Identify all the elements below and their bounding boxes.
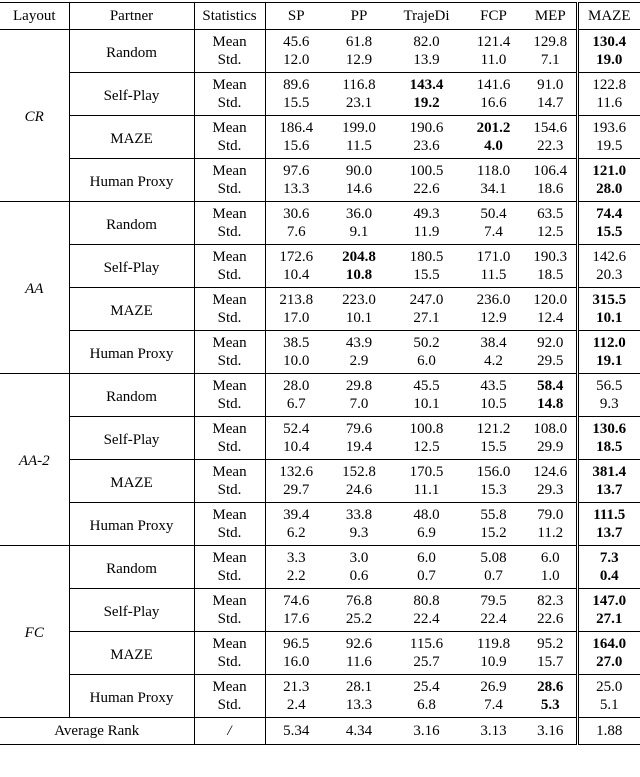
statistic-label: Std. bbox=[194, 610, 265, 632]
value-cell-fcp: 10.5 bbox=[480, 396, 507, 412]
value-cell-maze: 18.5 bbox=[577, 438, 640, 460]
value-cell-pp: 36.0 bbox=[327, 202, 391, 224]
average-rank-fcp: 3.13 bbox=[462, 718, 525, 745]
value-cell-maze: 121.0 bbox=[577, 159, 640, 181]
value-cell-mep: 91.0 bbox=[525, 73, 577, 95]
value-cell-pp: 29.8 bbox=[327, 374, 391, 396]
value-cell-mep: 18.6 bbox=[537, 181, 564, 197]
value-cell-pp: 24.6 bbox=[345, 482, 373, 498]
value-cell-trajedi: 170.5 bbox=[391, 460, 462, 482]
value-cell-sp: 15.5 bbox=[265, 94, 327, 116]
statistic-label: Std. bbox=[194, 223, 265, 245]
statistic-label: Mean bbox=[194, 374, 265, 396]
statistic-label: Std. bbox=[194, 309, 265, 331]
value-cell-fcp: 121.4 bbox=[462, 30, 525, 52]
value-cell-trajedi: 19.2 bbox=[413, 95, 440, 111]
value-cell-mep: 18.5 bbox=[537, 267, 564, 283]
value-cell-maze: 19.1 bbox=[577, 352, 640, 374]
value-cell-mep: 124.6 bbox=[525, 460, 577, 482]
partner-cell: Human Proxy bbox=[69, 503, 194, 546]
value-cell-fcp: 11.0 bbox=[480, 52, 507, 68]
value-cell-pp: 90.0 bbox=[327, 159, 391, 181]
partner-cell: Self-Play bbox=[69, 417, 194, 460]
statistic-label: Mean bbox=[194, 159, 265, 181]
statistic-label: Mean bbox=[194, 73, 265, 95]
value-cell-trajedi: 0.7 bbox=[417, 568, 436, 584]
value-cell-maze: 164.0 bbox=[577, 632, 640, 654]
value-cell-maze: 19.0 bbox=[577, 51, 640, 73]
table-row bbox=[0, 30, 640, 52]
statistic-label: Mean bbox=[194, 288, 265, 310]
value-cell-maze: 74.4 bbox=[577, 202, 640, 224]
value-cell-trajedi: 13.9 bbox=[413, 52, 440, 68]
value-cell-fcp: 7.4 bbox=[484, 224, 503, 240]
value-cell-maze: 7.3 bbox=[577, 546, 640, 568]
value-cell-maze: 147.0 bbox=[577, 589, 640, 611]
value-cell-trajedi: 27.1 bbox=[413, 310, 440, 326]
statistic-label: Mean bbox=[194, 589, 265, 611]
value-cell-mep: 63.5 bbox=[525, 202, 577, 224]
value-cell-maze: 11.6 bbox=[577, 94, 640, 116]
average-rank-statistics: / bbox=[194, 718, 265, 745]
statistic-label: Mean bbox=[194, 632, 265, 654]
value-cell-fcp: 22.4 bbox=[480, 611, 507, 627]
value-cell-pp: 79.6 bbox=[327, 417, 391, 439]
value-cell-trajedi: 180.5 bbox=[391, 245, 462, 267]
value-cell-pp: 9.3 bbox=[349, 525, 369, 541]
value-cell-sp: 21.3 bbox=[265, 675, 327, 697]
table-row bbox=[0, 417, 640, 439]
value-cell-maze: 0.4 bbox=[577, 567, 640, 589]
value-cell-trajedi: 25.7 bbox=[413, 654, 440, 670]
value-cell-pp: 43.9 bbox=[327, 331, 391, 353]
value-cell-mep: 190.3 bbox=[525, 245, 577, 267]
statistic-label: Mean bbox=[194, 116, 265, 138]
value-cell-sp: 10.4 bbox=[265, 438, 327, 460]
value-cell-mep: 22.6 bbox=[537, 611, 564, 627]
value-cell-fcp: 12.9 bbox=[480, 310, 507, 326]
table-row bbox=[0, 245, 640, 267]
value-cell-maze: 13.7 bbox=[577, 524, 640, 546]
value-cell-sp: 172.6 bbox=[265, 245, 327, 267]
value-cell-fcp: 5.08 bbox=[462, 546, 525, 568]
value-cell-pp: 7.0 bbox=[349, 396, 369, 412]
value-cell-sp: 28.0 bbox=[265, 374, 327, 396]
value-cell-sp: 132.6 bbox=[265, 460, 327, 482]
layout-cell: AA bbox=[0, 202, 69, 374]
value-cell-fcp: 156.0 bbox=[462, 460, 525, 482]
value-cell-maze: 5.1 bbox=[577, 696, 640, 718]
value-cell-sp: 89.6 bbox=[265, 73, 327, 95]
value-cell-maze: 193.6 bbox=[577, 116, 640, 138]
partner-cell: Random bbox=[69, 546, 194, 589]
value-cell-fcp: 141.6 bbox=[462, 73, 525, 95]
statistic-label: Std. bbox=[194, 567, 265, 589]
value-cell-sp: 17.0 bbox=[265, 309, 327, 331]
value-cell-maze: 142.6 bbox=[577, 245, 640, 267]
value-cell-maze: 28.0 bbox=[577, 180, 640, 202]
header-partner: Partner bbox=[69, 3, 194, 30]
value-cell-pp: 13.3 bbox=[345, 697, 373, 713]
average-rank-sp: 5.34 bbox=[265, 718, 327, 745]
value-cell-mep: 14.8 bbox=[537, 396, 564, 412]
statistic-label: Std. bbox=[194, 94, 265, 116]
value-cell-maze: 25.0 bbox=[577, 675, 640, 697]
value-cell-sp: 213.8 bbox=[265, 288, 327, 310]
value-cell-trajedi: 247.0 bbox=[391, 288, 462, 310]
header-row bbox=[0, 3, 640, 30]
value-cell-mep: 5.3 bbox=[540, 697, 560, 713]
value-cell-trajedi: 82.0 bbox=[391, 30, 462, 52]
partner-cell: Self-Play bbox=[69, 73, 194, 116]
value-cell-fcp: 34.1 bbox=[480, 181, 507, 197]
value-cell-sp: 38.5 bbox=[265, 331, 327, 353]
header-pp: PP bbox=[327, 3, 391, 30]
table-row bbox=[0, 460, 640, 482]
value-cell-trajedi: 10.1 bbox=[413, 396, 440, 412]
value-cell-fcp: 4.2 bbox=[484, 353, 503, 369]
value-cell-trajedi: 100.8 bbox=[391, 417, 462, 439]
value-cell-sp: 186.4 bbox=[265, 116, 327, 138]
value-cell-mep: 129.8 bbox=[525, 30, 577, 52]
partner-cell: Human Proxy bbox=[69, 159, 194, 202]
value-cell-sp: 15.6 bbox=[265, 137, 327, 159]
value-cell-pp: 23.1 bbox=[345, 95, 373, 111]
value-cell-mep: 82.3 bbox=[525, 589, 577, 611]
value-cell-maze: 56.5 bbox=[577, 374, 640, 396]
value-cell-mep: 28.6 bbox=[525, 675, 577, 697]
value-cell-maze: 10.1 bbox=[577, 309, 640, 331]
value-cell-trajedi: 11.1 bbox=[413, 482, 440, 498]
statistic-label: Mean bbox=[194, 460, 265, 482]
average-rank-label: Average Rank bbox=[0, 718, 194, 745]
header-trajedi: TrajeDi bbox=[391, 3, 462, 30]
value-cell-pp: 12.9 bbox=[345, 52, 373, 68]
statistic-label: Std. bbox=[194, 696, 265, 718]
value-cell-mep: 1.0 bbox=[540, 568, 560, 584]
value-cell-fcp: 38.4 bbox=[462, 331, 525, 353]
table-body bbox=[0, 30, 640, 745]
statistic-label: Mean bbox=[194, 331, 265, 353]
layout-cell: FC bbox=[0, 546, 69, 718]
value-cell-mep: 95.2 bbox=[525, 632, 577, 654]
value-cell-pp: 223.0 bbox=[327, 288, 391, 310]
statistic-label: Std. bbox=[194, 438, 265, 460]
average-rank-trajedi: 3.16 bbox=[391, 718, 462, 745]
value-cell-trajedi: 22.6 bbox=[413, 181, 440, 197]
value-cell-trajedi: 22.4 bbox=[413, 611, 440, 627]
value-cell-sp: 13.3 bbox=[265, 180, 327, 202]
value-cell-fcp: 15.2 bbox=[480, 525, 507, 541]
value-cell-maze: 315.5 bbox=[577, 288, 640, 310]
statistic-label: Std. bbox=[194, 653, 265, 675]
value-cell-sp: 6.2 bbox=[265, 524, 327, 546]
value-cell-maze: 15.5 bbox=[577, 223, 640, 245]
partner-cell: Random bbox=[69, 202, 194, 245]
statistic-label: Mean bbox=[194, 503, 265, 525]
average-rank-pp: 4.34 bbox=[327, 718, 391, 745]
value-cell-maze: 27.1 bbox=[577, 610, 640, 632]
table-row bbox=[0, 116, 640, 138]
value-cell-fcp: 10.9 bbox=[480, 654, 507, 670]
partner-cell: Random bbox=[69, 374, 194, 417]
value-cell-fcp: 79.5 bbox=[462, 589, 525, 611]
statistic-label: Mean bbox=[194, 546, 265, 568]
value-cell-pp: 28.1 bbox=[327, 675, 391, 697]
partner-cell: Random bbox=[69, 30, 194, 73]
statistic-label: Mean bbox=[194, 675, 265, 697]
value-cell-pp: 19.4 bbox=[345, 439, 373, 455]
partner-cell: Self-Play bbox=[69, 245, 194, 288]
value-cell-fcp: 7.4 bbox=[484, 697, 503, 713]
value-cell-mep: 29.9 bbox=[537, 439, 564, 455]
layout-cell: AA-2 bbox=[0, 374, 69, 546]
value-cell-trajedi: 115.6 bbox=[391, 632, 462, 654]
statistic-label: Mean bbox=[194, 245, 265, 267]
value-cell-sp: 6.7 bbox=[265, 395, 327, 417]
value-cell-trajedi: 6.0 bbox=[417, 353, 436, 369]
value-cell-trajedi: 45.5 bbox=[391, 374, 462, 396]
header-maze: MAZE bbox=[577, 3, 640, 30]
partner-cell: Human Proxy bbox=[69, 675, 194, 718]
header-sp: SP bbox=[265, 3, 327, 30]
value-cell-maze: 19.5 bbox=[577, 137, 640, 159]
statistic-label: Std. bbox=[194, 266, 265, 288]
value-cell-fcp: 236.0 bbox=[462, 288, 525, 310]
table-row bbox=[0, 675, 640, 697]
value-cell-pp: 0.6 bbox=[349, 568, 369, 584]
value-cell-fcp: 121.2 bbox=[462, 417, 525, 439]
value-cell-mep: 92.0 bbox=[525, 331, 577, 353]
value-cell-pp: 9.1 bbox=[349, 224, 369, 240]
partner-cell: MAZE bbox=[69, 288, 194, 331]
partner-cell: Human Proxy bbox=[69, 331, 194, 374]
value-cell-maze: 13.7 bbox=[577, 481, 640, 503]
value-cell-mep: 14.7 bbox=[537, 95, 564, 111]
value-cell-sp: 10.0 bbox=[265, 352, 327, 374]
statistic-label: Std. bbox=[194, 137, 265, 159]
value-cell-mep: 154.6 bbox=[525, 116, 577, 138]
value-cell-pp: 76.8 bbox=[327, 589, 391, 611]
value-cell-trajedi: 11.9 bbox=[413, 224, 440, 240]
value-cell-trajedi: 100.5 bbox=[391, 159, 462, 181]
value-cell-mep: 58.4 bbox=[525, 374, 577, 396]
value-cell-pp: 204.8 bbox=[327, 245, 391, 267]
value-cell-fcp: 16.6 bbox=[480, 95, 507, 111]
statistic-label: Std. bbox=[194, 481, 265, 503]
value-cell-mep: 120.0 bbox=[525, 288, 577, 310]
value-cell-pp: 92.6 bbox=[327, 632, 391, 654]
value-cell-sp: 29.7 bbox=[265, 481, 327, 503]
table-row bbox=[0, 331, 640, 353]
value-cell-fcp: 15.3 bbox=[480, 482, 507, 498]
statistic-label: Mean bbox=[194, 202, 265, 224]
value-cell-sp: 39.4 bbox=[265, 503, 327, 525]
value-cell-trajedi: 15.5 bbox=[413, 267, 440, 283]
value-cell-mep: 106.4 bbox=[525, 159, 577, 181]
statistic-label: Std. bbox=[194, 395, 265, 417]
table-row bbox=[0, 73, 640, 95]
partner-cell: MAZE bbox=[69, 632, 194, 675]
value-cell-mep: 29.3 bbox=[537, 482, 564, 498]
value-cell-trajedi: 49.3 bbox=[391, 202, 462, 224]
value-cell-fcp: 50.4 bbox=[462, 202, 525, 224]
value-cell-trajedi: 6.0 bbox=[391, 546, 462, 568]
value-cell-sp: 16.0 bbox=[265, 653, 327, 675]
partner-cell: MAZE bbox=[69, 116, 194, 159]
value-cell-sp: 12.0 bbox=[265, 51, 327, 73]
value-cell-fcp: 0.7 bbox=[484, 568, 503, 584]
value-cell-sp: 30.6 bbox=[265, 202, 327, 224]
table-row bbox=[0, 374, 640, 396]
value-cell-sp: 45.6 bbox=[265, 30, 327, 52]
value-cell-trajedi: 23.6 bbox=[413, 138, 440, 154]
value-cell-fcp: 118.0 bbox=[462, 159, 525, 181]
value-cell-sp: 2.2 bbox=[265, 567, 327, 589]
value-cell-trajedi: 143.4 bbox=[391, 73, 462, 95]
value-cell-maze: 130.6 bbox=[577, 417, 640, 439]
value-cell-pp: 116.8 bbox=[327, 73, 391, 95]
value-cell-trajedi: 190.6 bbox=[391, 116, 462, 138]
value-cell-pp: 152.8 bbox=[327, 460, 391, 482]
average-rank-maze: 1.88 bbox=[577, 718, 640, 745]
table-row bbox=[0, 546, 640, 568]
value-cell-pp: 199.0 bbox=[327, 116, 391, 138]
value-cell-mep: 6.0 bbox=[525, 546, 577, 568]
partner-cell: Self-Play bbox=[69, 589, 194, 632]
value-cell-pp: 10.1 bbox=[345, 310, 373, 326]
value-cell-maze: 20.3 bbox=[577, 266, 640, 288]
statistic-label: Mean bbox=[194, 30, 265, 52]
header-fcp: FCP bbox=[462, 3, 525, 30]
value-cell-sp: 7.6 bbox=[265, 223, 327, 245]
statistic-label: Mean bbox=[194, 417, 265, 439]
value-cell-fcp: 201.2 bbox=[462, 116, 525, 138]
value-cell-trajedi: 80.8 bbox=[391, 589, 462, 611]
table-row bbox=[0, 202, 640, 224]
value-cell-mep: 11.2 bbox=[537, 525, 564, 541]
value-cell-fcp: 26.9 bbox=[462, 675, 525, 697]
value-cell-fcp: 4.0 bbox=[484, 138, 503, 154]
value-cell-sp: 97.6 bbox=[265, 159, 327, 181]
value-cell-fcp: 11.5 bbox=[480, 267, 507, 283]
statistic-label: Std. bbox=[194, 51, 265, 73]
value-cell-pp: 10.8 bbox=[345, 267, 373, 283]
value-cell-mep: 12.5 bbox=[537, 224, 564, 240]
value-cell-pp: 3.0 bbox=[327, 546, 391, 568]
value-cell-pp: 11.5 bbox=[346, 138, 372, 154]
value-cell-pp: 2.9 bbox=[349, 353, 369, 369]
statistic-label: Std. bbox=[194, 180, 265, 202]
value-cell-trajedi: 25.4 bbox=[391, 675, 462, 697]
value-cell-pp: 61.8 bbox=[327, 30, 391, 52]
value-cell-maze: 27.0 bbox=[577, 653, 640, 675]
value-cell-sp: 2.4 bbox=[265, 696, 327, 718]
value-cell-maze: 122.8 bbox=[577, 73, 640, 95]
value-cell-maze: 112.0 bbox=[577, 331, 640, 353]
value-cell-pp: 11.6 bbox=[346, 654, 372, 670]
value-cell-maze: 9.3 bbox=[577, 395, 640, 417]
value-cell-pp: 33.8 bbox=[327, 503, 391, 525]
value-cell-fcp: 119.8 bbox=[462, 632, 525, 654]
statistic-label: Std. bbox=[194, 352, 265, 374]
value-cell-sp: 96.5 bbox=[265, 632, 327, 654]
value-cell-mep: 12.4 bbox=[537, 310, 564, 326]
value-cell-maze: 130.4 bbox=[577, 30, 640, 52]
value-cell-sp: 17.6 bbox=[265, 610, 327, 632]
value-cell-trajedi: 50.2 bbox=[391, 331, 462, 353]
header-statistics: Statistics bbox=[194, 3, 265, 30]
value-cell-trajedi: 48.0 bbox=[391, 503, 462, 525]
value-cell-mep: 29.5 bbox=[537, 353, 564, 369]
value-cell-pp: 25.2 bbox=[345, 611, 373, 627]
value-cell-mep: 7.1 bbox=[540, 52, 560, 68]
table-row bbox=[0, 589, 640, 611]
value-cell-trajedi: 6.8 bbox=[417, 697, 436, 713]
value-cell-mep: 15.7 bbox=[537, 654, 564, 670]
value-cell-trajedi: 6.9 bbox=[417, 525, 436, 541]
value-cell-sp: 74.6 bbox=[265, 589, 327, 611]
average-rank-row bbox=[0, 718, 640, 745]
average-rank-mep: 3.16 bbox=[525, 718, 577, 745]
value-cell-fcp: 15.5 bbox=[480, 439, 507, 455]
partner-cell: MAZE bbox=[69, 460, 194, 503]
header-mep: MEP bbox=[525, 3, 577, 30]
table-row bbox=[0, 632, 640, 654]
value-cell-mep: 79.0 bbox=[525, 503, 577, 525]
value-cell-fcp: 55.8 bbox=[462, 503, 525, 525]
value-cell-sp: 3.3 bbox=[265, 546, 327, 568]
value-cell-sp: 52.4 bbox=[265, 417, 327, 439]
value-cell-fcp: 171.0 bbox=[462, 245, 525, 267]
layout-cell: CR bbox=[0, 30, 69, 202]
value-cell-mep: 108.0 bbox=[525, 417, 577, 439]
value-cell-sp: 10.4 bbox=[265, 266, 327, 288]
value-cell-fcp: 43.5 bbox=[462, 374, 525, 396]
value-cell-mep: 22.3 bbox=[537, 138, 564, 154]
statistic-label: Std. bbox=[194, 524, 265, 546]
value-cell-maze: 111.5 bbox=[577, 503, 640, 525]
results-table bbox=[0, 2, 640, 745]
table-row bbox=[0, 503, 640, 525]
value-cell-trajedi: 12.5 bbox=[413, 439, 440, 455]
table-row bbox=[0, 159, 640, 181]
table-row bbox=[0, 288, 640, 310]
value-cell-pp: 14.6 bbox=[345, 181, 373, 197]
value-cell-maze: 381.4 bbox=[577, 460, 640, 482]
header-layout: Layout bbox=[0, 3, 69, 30]
